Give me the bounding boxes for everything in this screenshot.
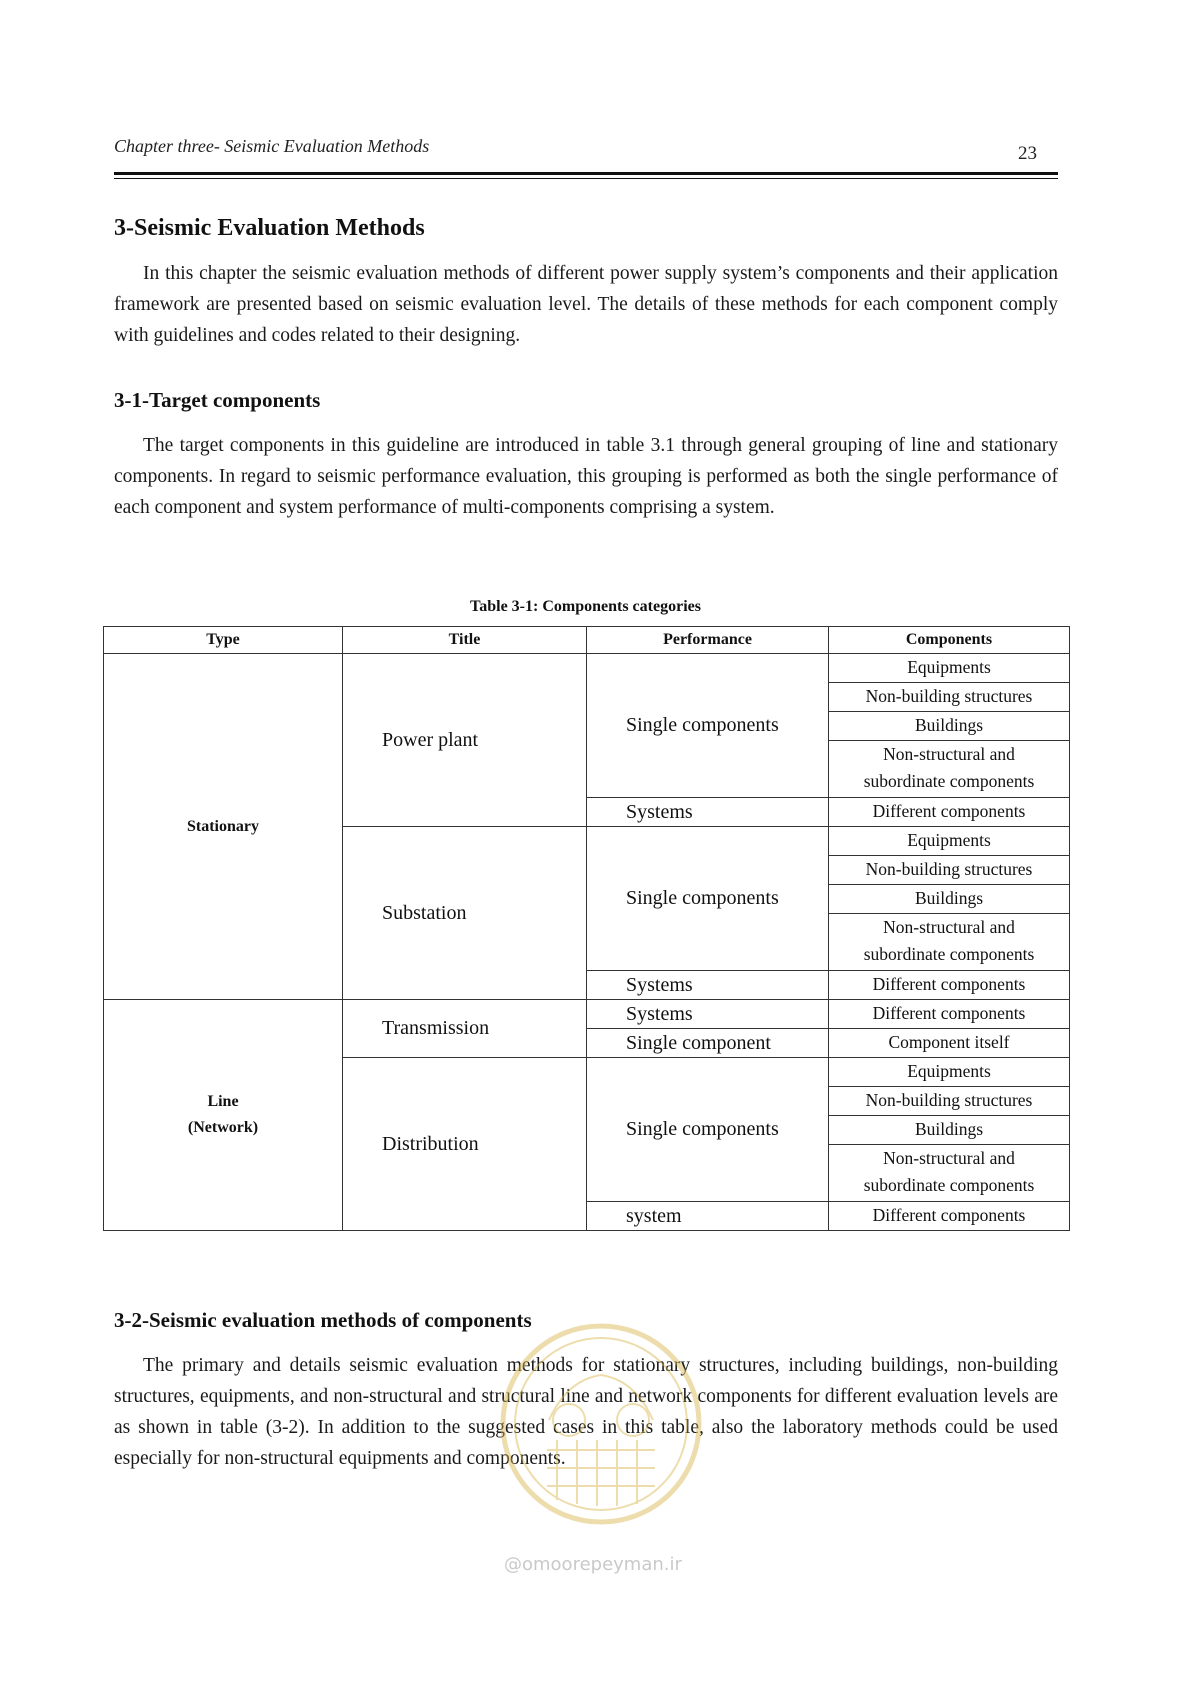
evaluation-methods-paragraph: The primary and details seismic evaluation methods for stationary structures, including buildings, non-building structures, equipments, and non-structural and structural line and network components for different evaluation levels are as shown in table (3-2). In addition to the suggested cases in this table, also the laboratory methods could be used especially for non-structural equipments and components. <box>114 1355 1058 1469</box>
table-row <box>104 1000 1070 1029</box>
component-buildings: Buildings <box>829 885 1070 914</box>
component-non-structural-line1: Non-structural and <box>883 917 1015 937</box>
component-different-components: Different components <box>829 971 1070 1000</box>
table-row <box>104 654 1070 683</box>
performance-single-components: Single components <box>587 1058 829 1202</box>
component-different-components: Different components <box>829 1000 1070 1029</box>
component-non-structural <box>829 1145 1070 1202</box>
component-buildings: Buildings <box>829 1116 1070 1145</box>
performance-systems: Systems <box>587 971 829 1000</box>
component-non-structural-line2: subordinate components <box>863 1175 1035 1195</box>
table-header-row <box>104 627 1070 654</box>
performance-system: system <box>587 1202 829 1231</box>
performance-single-component: Single component <box>587 1029 829 1058</box>
title-transmission: Transmission <box>343 1000 587 1058</box>
performance-systems: Systems <box>587 798 829 827</box>
watermark-text: @omoorepeyman.ir <box>504 1554 682 1575</box>
component-non-structural-line1: Non-structural and <box>883 744 1015 764</box>
header-rule-thin <box>114 178 1058 179</box>
component-non-building-structures: Non-building structures <box>829 1087 1070 1116</box>
type-line-label: Line <box>207 1093 239 1110</box>
table-caption: Table 3-1: Components categories <box>470 598 701 615</box>
performance-single-components: Single components <box>587 654 829 798</box>
running-header: Chapter three- Seismic Evaluation Methods <box>114 136 430 156</box>
type-line-network <box>104 1000 343 1231</box>
performance-systems: Systems <box>587 1000 829 1029</box>
intro-paragraph: In this chapter the seismic evaluation methods of different power supply system’s components and their application framework are presented based on seismic evaluation level. The details of these methods for each component comply with guidelines and codes related to their designing. <box>114 263 1058 346</box>
title-substation: Substation <box>343 827 587 1000</box>
component-non-building-structures: Non-building structures <box>829 683 1070 712</box>
component-non-structural <box>829 914 1070 971</box>
component-equipments: Equipments <box>829 1058 1070 1087</box>
header-performance: Performance <box>587 627 829 654</box>
component-different-components: Different components <box>829 1202 1070 1231</box>
subsection-heading-target-components: 3-1-Target components <box>114 388 321 412</box>
header-title: Title <box>343 627 587 654</box>
component-equipments: Equipments <box>829 827 1070 856</box>
title-distribution: Distribution <box>343 1058 587 1231</box>
header-type: Type <box>104 627 343 654</box>
section-heading: 3-Seismic Evaluation Methods <box>114 215 425 241</box>
component-different-components: Different components <box>829 798 1070 827</box>
component-non-structural-line2: subordinate components <box>863 771 1035 791</box>
header-rule-thick <box>114 172 1058 175</box>
type-stationary: Stationary <box>104 654 343 1000</box>
component-itself: Component itself <box>829 1029 1070 1058</box>
component-buildings: Buildings <box>829 712 1070 741</box>
target-components-paragraph: The target components in this guideline are introduced in table 3.1 through general grouping of line and stationary components. In regard to seismic performance evaluation, this grouping is performed as both the single performance of each component and system performance of multi-components comprising a system. <box>114 435 1058 518</box>
page-number: 23 <box>1018 143 1037 164</box>
components-categories-table <box>103 626 1070 1231</box>
type-network-label: (Network) <box>187 1119 259 1136</box>
component-non-building-structures: Non-building structures <box>829 856 1070 885</box>
component-equipments: Equipments <box>829 654 1070 683</box>
component-non-structural <box>829 741 1070 798</box>
component-non-structural-line2: subordinate components <box>863 944 1035 964</box>
header-components: Components <box>829 627 1070 654</box>
component-non-structural-line1: Non-structural and <box>883 1148 1015 1168</box>
title-power-plant: Power plant <box>343 654 587 827</box>
subsection-heading-evaluation-methods: 3-2-Seismic evaluation methods of components <box>114 1308 532 1332</box>
performance-single-components: Single components <box>587 827 829 971</box>
